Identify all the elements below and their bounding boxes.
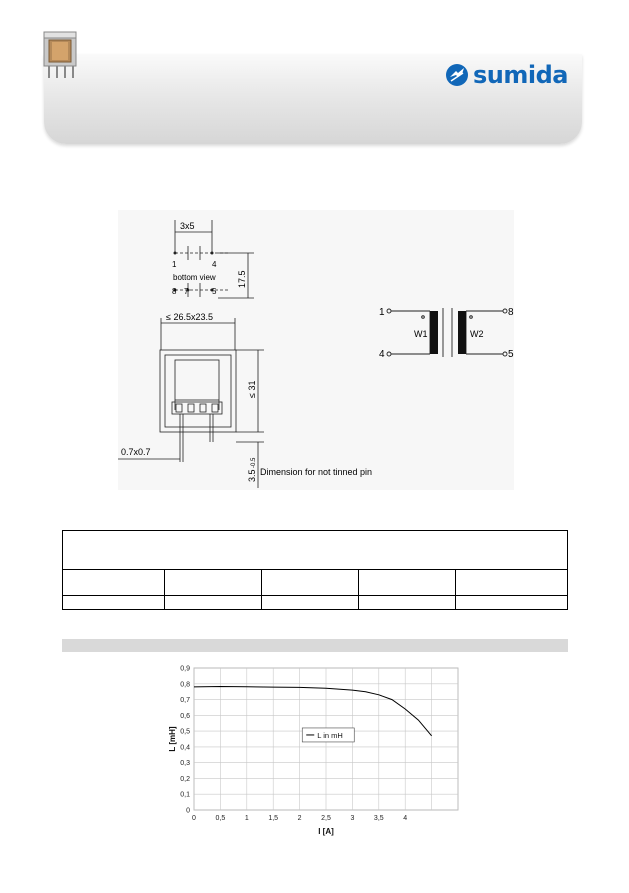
schematic-pin-1: 1	[379, 307, 385, 318]
x-tick-label: 1	[244, 815, 249, 822]
spec-table	[62, 530, 568, 610]
y-tick-label: 0,7	[180, 697, 190, 705]
table-cell	[456, 596, 568, 610]
x-tick-label: 1,5	[268, 815, 279, 822]
legend-label: L in mH	[317, 730, 343, 740]
pin-size-label: 0.7x0.7	[121, 447, 151, 457]
y-tick-label: 0,6	[180, 712, 190, 720]
table-header-row	[63, 531, 568, 570]
sumida-logo	[445, 62, 568, 88]
y-tick-label: 0,5	[180, 728, 190, 736]
y-tick-label: 0	[186, 807, 190, 815]
table-cell	[359, 570, 456, 596]
x-axis-label: I [A]	[318, 827, 334, 836]
pin-length-tolerance: -0.5	[251, 457, 257, 468]
pin-length-label: 3.5	[247, 469, 257, 482]
table-row	[63, 596, 568, 610]
x-tick-label: 0	[192, 815, 196, 822]
chart-svg	[160, 660, 470, 845]
height-dimension-label: 17.5	[237, 270, 247, 288]
inductance-chart	[160, 660, 470, 845]
pin-8-label: 8	[172, 287, 177, 296]
body-height-label: ≤ 31	[247, 380, 257, 398]
pin-5-label: 5	[212, 287, 217, 296]
table-cell	[165, 596, 262, 610]
table-cell	[63, 596, 165, 610]
y-tick-label: 0,3	[180, 760, 190, 768]
y-tick-label: 0,8	[180, 681, 190, 689]
pitch-label: 3x5	[180, 221, 195, 231]
x-tick-label: 4	[403, 815, 408, 822]
table-cell	[165, 570, 262, 596]
y-tick-label: 0,4	[180, 744, 190, 752]
page-header	[34, 10, 594, 145]
y-tick-label: 0,1	[180, 791, 190, 799]
drawing-svg	[118, 210, 514, 490]
table-cell	[262, 596, 359, 610]
y-axis-label: L [mH]	[168, 726, 177, 752]
table-cell	[63, 570, 165, 596]
y-tick-label: 0,2	[180, 775, 190, 783]
pin-note: Dimension for not tinned pin	[260, 467, 373, 477]
table-cell	[456, 570, 568, 596]
x-tick-label: 3,5	[373, 815, 384, 822]
table-cell	[262, 570, 359, 596]
outline-dimension-label: ≤ 26.5x23.5	[166, 312, 213, 322]
schematic-pin-5: 5	[508, 349, 514, 360]
x-tick-label: 0,5	[215, 815, 226, 822]
table-cell	[359, 596, 456, 610]
graph-section-bar	[62, 639, 568, 652]
logo-text: sumida	[473, 61, 568, 89]
winding-w1-label: W1	[414, 329, 428, 339]
transformer-schematic	[387, 308, 507, 357]
pin-7-label: 7	[184, 287, 189, 296]
pin-1-label: 1	[172, 260, 177, 269]
pin-4-label: 4	[212, 260, 217, 269]
bottom-view-label: bottom view	[173, 273, 216, 282]
table-header-cell	[63, 531, 568, 570]
schematic-pin-8: 8	[508, 307, 514, 318]
x-tick-label: 2,5	[321, 815, 331, 822]
dimension-drawing	[118, 210, 514, 490]
winding-w2-label: W2	[470, 329, 484, 339]
sumida-logo-icon	[445, 63, 469, 87]
table-row	[63, 570, 568, 596]
schematic-pin-4: 4	[379, 349, 385, 360]
product-thumbnail	[40, 28, 82, 80]
x-tick-label: 3	[350, 815, 355, 822]
x-tick-label: 2	[297, 815, 302, 822]
y-tick-label: 0,9	[180, 665, 190, 673]
